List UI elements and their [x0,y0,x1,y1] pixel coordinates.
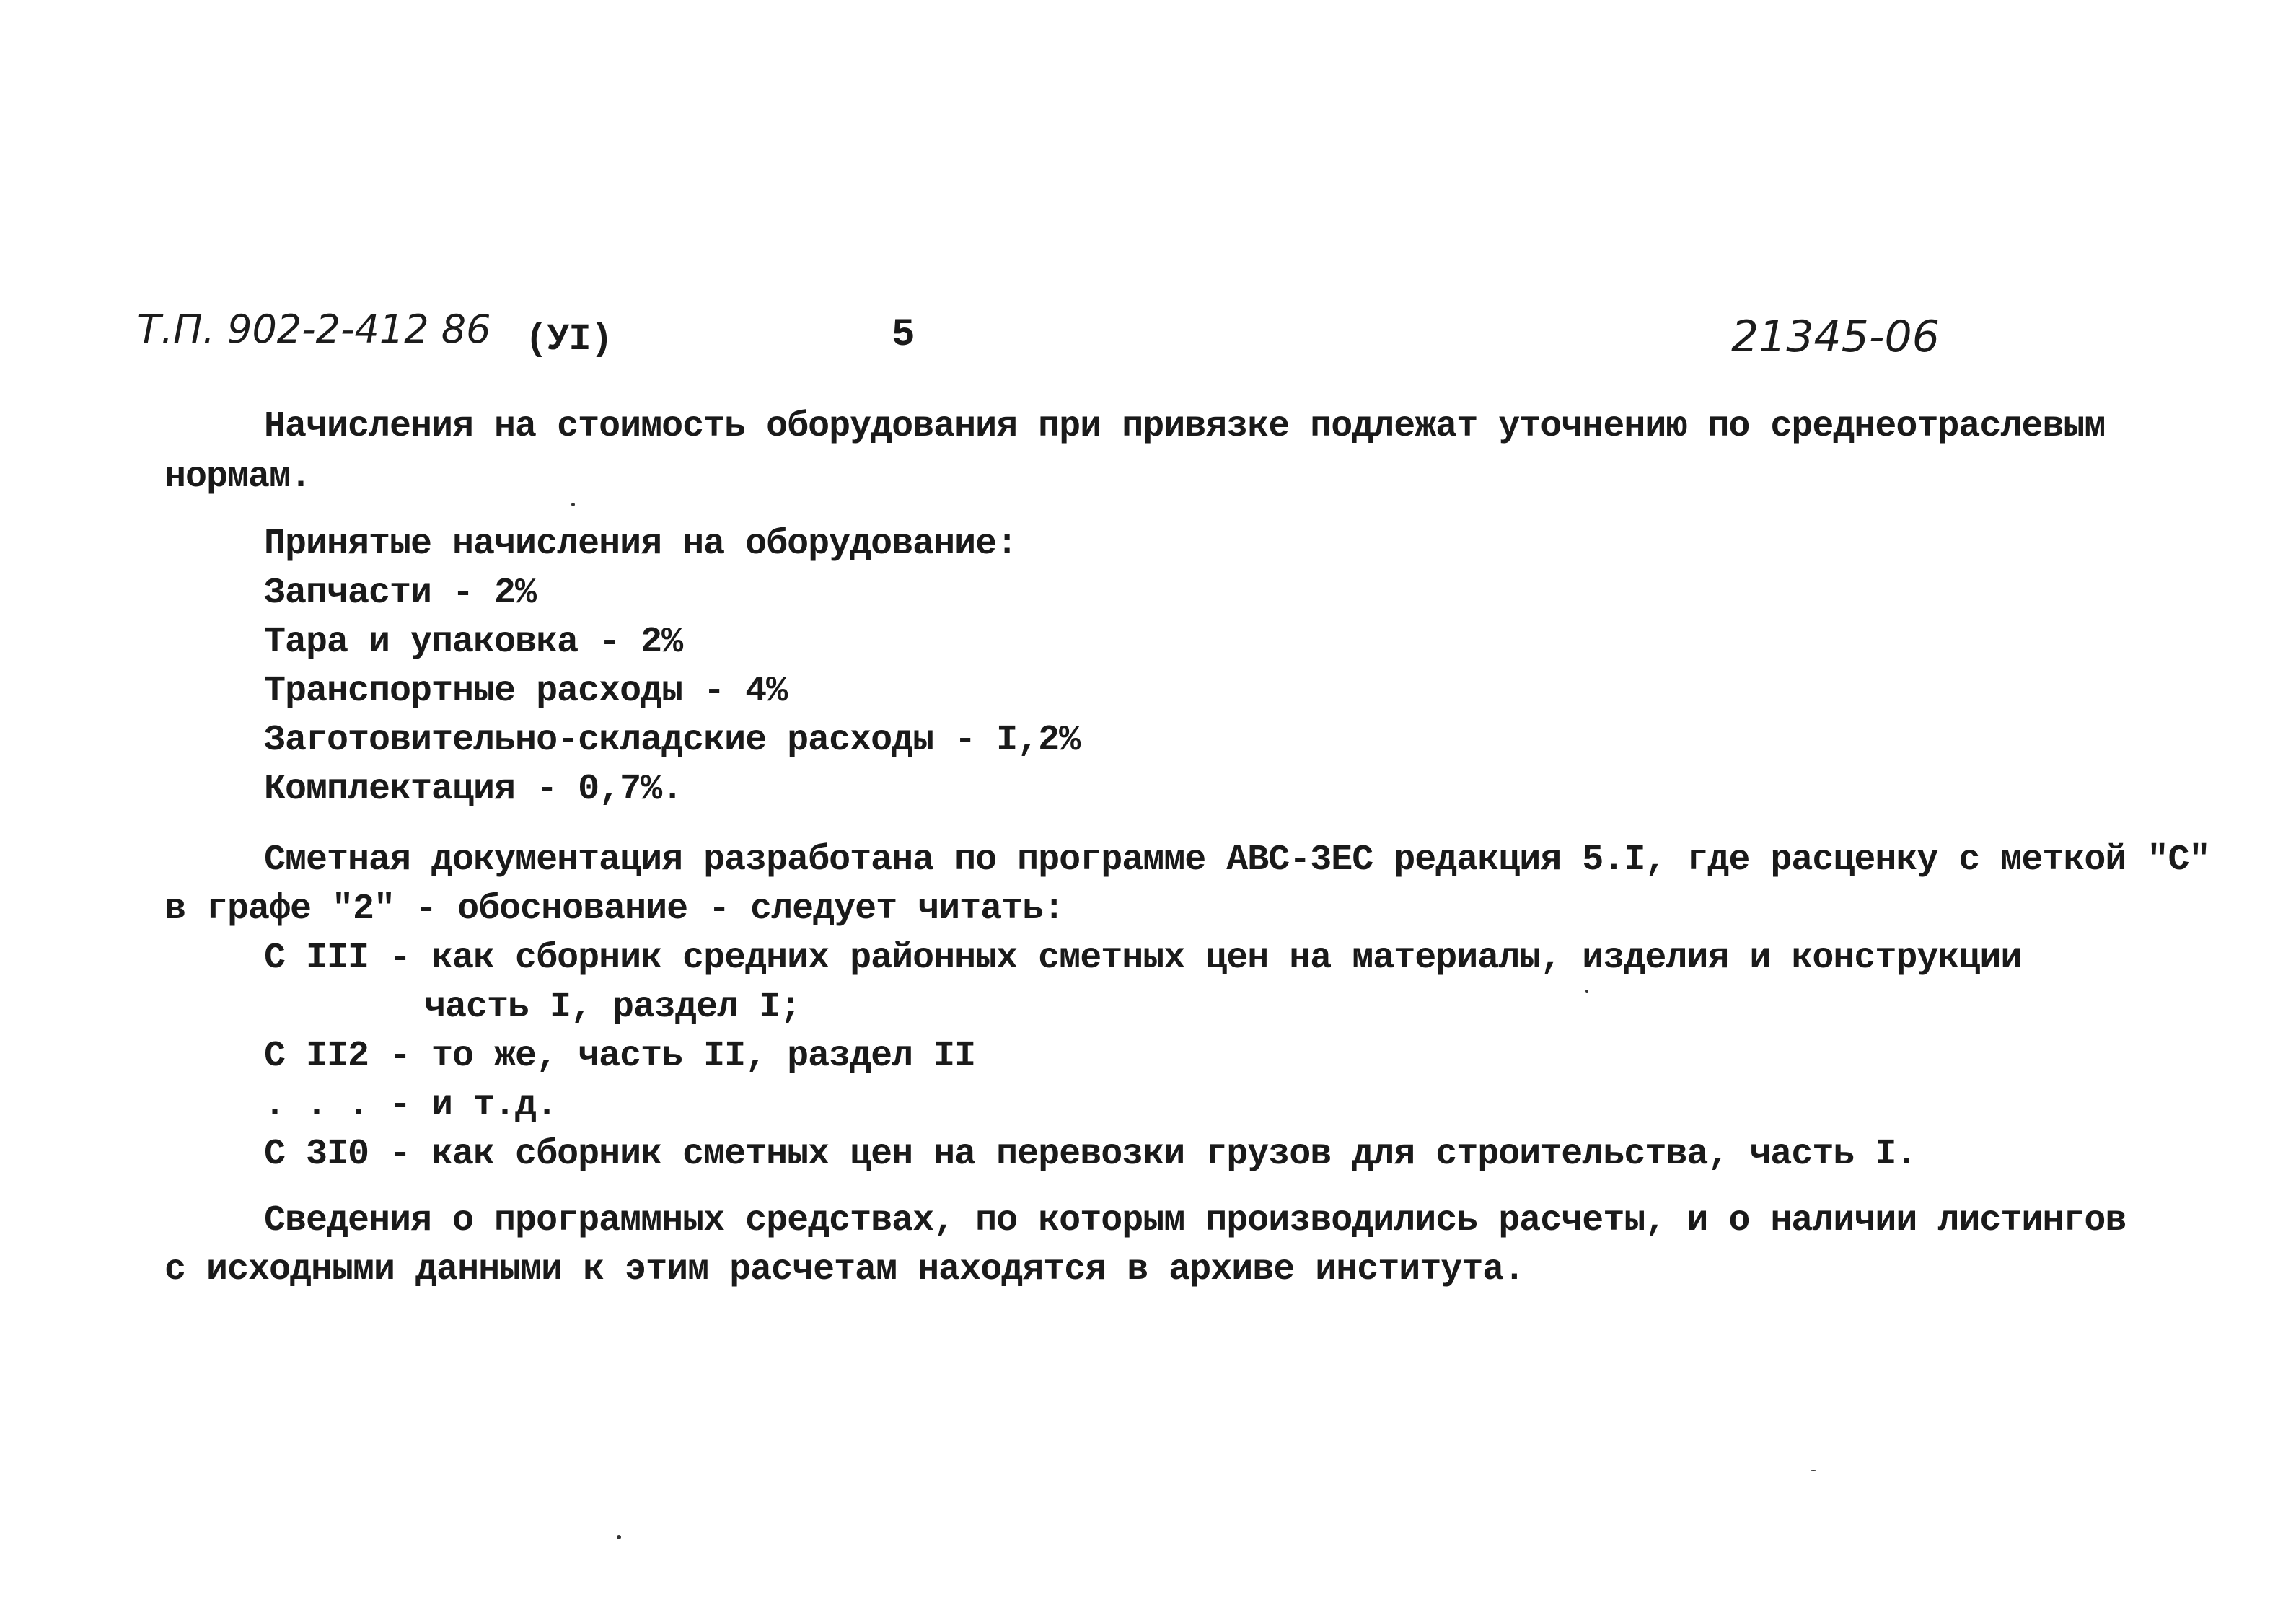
para2-line1: Сметная документация разработана по программе АВС-3ЕС редакция 5.I, где расценку с меткой "С" [264,840,2210,881]
code-c111: С III - как сборник средних районных сметных цен на материалы, изделия и конструкции [264,938,2022,979]
page-number: 5 [892,313,915,357]
section-label: (УI) [525,318,612,361]
para2-line2: в графе "2" - обоснование - следует читать: [164,889,1065,930]
para3-line1: Сведения о программных средствах, по которым производились расчеты, и о наличии листингов [264,1200,2126,1241]
list-item-spare-parts: Запчасти - 2% [264,573,537,614]
scan-speck [1585,990,1588,993]
doc-code: Т.П. 902-2-412 86 [137,307,491,352]
accepted-title: Принятые начисления на оборудование: [264,524,1018,565]
code-c310: С 3I0 - как сборник сметных цен на перевозки грузов для строительства, часть I. [264,1134,1917,1175]
list-item-packaging: Тара и упаковка - 2% [264,622,683,663]
list-item-transport: Транспортные расходы - 4% [264,671,788,712]
archive-number: 21345-06 [1731,312,1940,362]
list-item-warehouse: Заготовительно-складские расходы - I,2% [264,720,1081,761]
scan-speck [617,1535,621,1539]
scan-speck [571,503,575,506]
code-c112: С II2 - то же, часть II, раздел II [264,1036,976,1077]
code-c111-continuation: часть I, раздел I; [424,987,801,1028]
list-item-completion: Комплектация - 0,7%. [264,769,683,810]
code-etc: . . . - и т.д. [264,1085,558,1126]
scan-speck [1811,1470,1816,1471]
para1-line1: Начисления на стоимость оборудования при привязке подлежат уточнению по среднеотраслевым [264,406,2106,447]
para1-line2: нормам. [164,457,312,498]
para3-line2: с исходными данными к этим расчетам находятся в архиве института. [164,1249,1525,1290]
